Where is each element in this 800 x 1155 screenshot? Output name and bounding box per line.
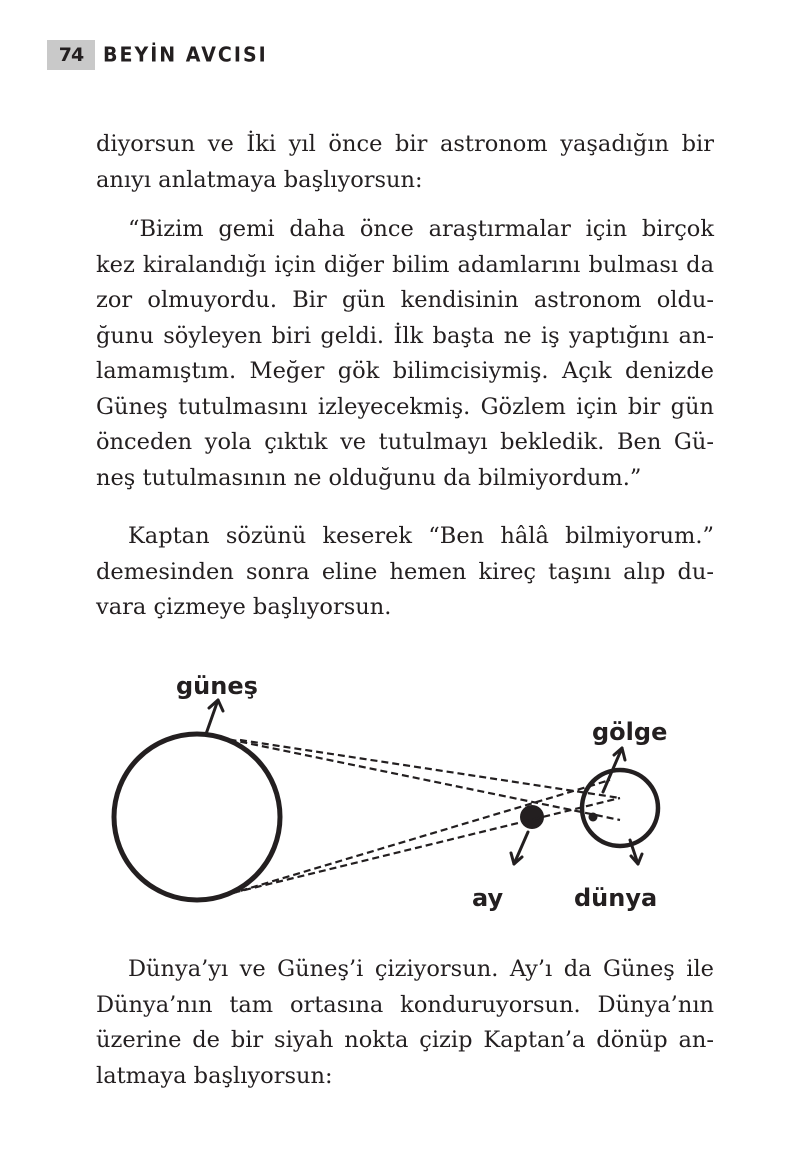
label-shadow: gölge (592, 718, 668, 746)
text-line: ğunu söyleyen biri geldi. İlk başta ne iş yaptığını an- (96, 322, 714, 349)
text-line: diyorsun ve İki yıl önce bir astronom yaşadığın bir (96, 131, 714, 157)
moon-arrow-icon (511, 832, 528, 864)
label-sun: güneş (176, 672, 258, 700)
text-line: demesinden sonra eline hemen kireç taşını alıp du- (96, 558, 714, 585)
text-line: üzerine de bir siyah nokta çizip Kaptan’a dönüp an- (96, 1027, 714, 1053)
eclipse-diagram (100, 660, 680, 920)
page-number: 74 (47, 40, 95, 70)
text-line: “Bizim gemi daha önce araştırmalar için birçok (128, 216, 714, 242)
light-rays (208, 735, 620, 898)
text-line: önceden yola çıktık ve tutulmayı bekledik. Ben Gü- (96, 429, 714, 455)
moon-dot (520, 805, 544, 829)
sun-circle (114, 734, 280, 900)
text-line: Dünya’nın tam ortasına konduruyorsun. Dünya’nın (96, 991, 714, 1018)
running-header (47, 40, 268, 70)
text-line: vara çizmeye başlıyorsun. (96, 594, 392, 620)
label-earth: dünya (574, 884, 658, 912)
text-line: latmaya başlıyorsun: (96, 1062, 333, 1089)
sun-arrow-icon (206, 700, 223, 734)
running-title: BEYİN AVCISI (103, 43, 268, 67)
paragraph-kaptan (96, 519, 714, 626)
text-line: zor olmuyordu. Bir gün kendisinin astronom oldu- (96, 287, 714, 313)
text-line: kez kiralandığı için diğer bilim adamlarını bulması da (96, 251, 714, 278)
text-line: anıyı anlatmaya başlıyorsun: (96, 166, 423, 193)
text-line: lamamıştım. Meğer gök bilimcisiymiş. Açık denizde (96, 358, 714, 384)
text-line: neş tutulmasının ne olduğunu da bilmiyordum.” (96, 464, 642, 491)
earth-circle (582, 770, 658, 846)
text-line: Dünya’yı ve Güneş’i çiziyorsun. Ay’ı da Güneş ile (128, 956, 714, 982)
text-line: Kaptan sözünü keserek “Ben hâlâ bilmiyorum.” (128, 523, 714, 549)
paragraph-drawing (96, 952, 714, 1094)
text-line: Güneş tutulmasını izleyecekmiş. Gözlem için bir gün (96, 393, 714, 420)
paragraph-intro (96, 127, 714, 198)
label-moon: ay (472, 884, 504, 912)
paragraph-quote (96, 212, 714, 496)
